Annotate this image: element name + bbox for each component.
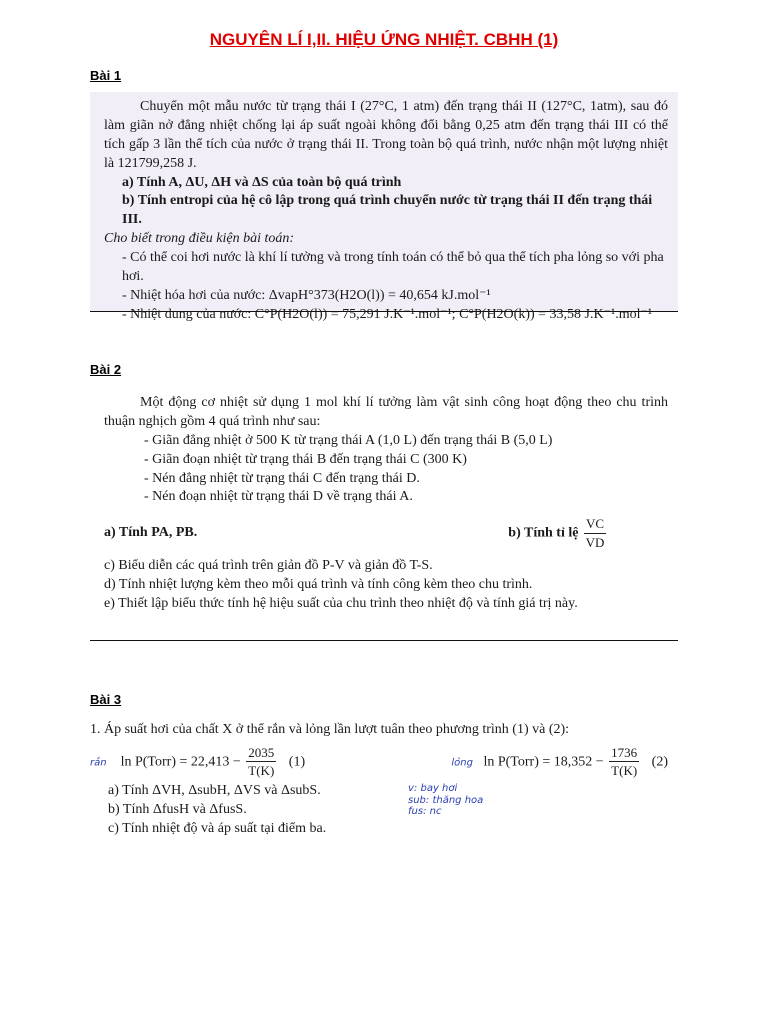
bai2-label: Bài 2 bbox=[90, 362, 122, 377]
bai1-question-a: a) Tính A, ΔU, ΔH và ΔS của toàn bộ quá trình bbox=[122, 174, 402, 190]
bai3-label: Bài 3 bbox=[90, 692, 122, 707]
handwritten-note-liquid: lỏng bbox=[451, 757, 473, 769]
handwritten-note-solid: rắn bbox=[90, 757, 107, 769]
eq1-num: 2035 bbox=[246, 744, 276, 763]
bai2-step-1: - Giãn đẳng nhiệt ở 500 K từ trạng thái A (1,0 L) đến trạng thái B (5,0 L) bbox=[144, 432, 553, 448]
note-vap: v: bay hơi bbox=[408, 783, 458, 794]
bai3-box bbox=[90, 715, 678, 875]
eq2-fraction bbox=[609, 744, 639, 780]
bai2-ratio-num: VC bbox=[584, 515, 606, 534]
bai2-question-e: e) Thiết lập biểu thức tính hệ hiệu suất của chu trình theo nhiệt độ và tính giá trị này. bbox=[104, 596, 578, 612]
bai1-given-3: - Nhiệt dung của nước: C°P(H2O(l)) = 75,291 J.K⁻¹.mol⁻¹; C°P(H2O(k)) = 33,58 J.K⁻¹.mol⁻¹ bbox=[122, 306, 653, 322]
bai2-question-a: a) Tính PA, PB. bbox=[104, 524, 198, 540]
eq1-left: ln P(Torr) = 22,413 − bbox=[120, 754, 241, 770]
bai2-ab-row bbox=[104, 515, 668, 551]
bai3-question-a: a) Tính ΔVH, ΔsubH, ΔVS và ΔsubS. bbox=[108, 782, 321, 798]
bai1-box bbox=[90, 92, 678, 322]
note-sub: sub: thăng hoa bbox=[408, 794, 484, 806]
note-fus: fus: nc bbox=[408, 806, 442, 817]
bai2-question-c: c) Biểu diễn các quá trình trên giản đồ P-V và giản đồ T-S. bbox=[104, 558, 433, 574]
eq2-tag: (2) bbox=[651, 754, 668, 770]
bai2-ratio-fraction bbox=[584, 515, 606, 551]
bai1-label: Bài 1 bbox=[90, 68, 122, 83]
bai3-question-b: b) Tính ΔfusH và ΔfusS. bbox=[108, 801, 247, 817]
bai2-step-2: - Giãn đoạn nhiệt từ trạng thái B đến trạng thái C (300 K) bbox=[144, 451, 467, 467]
eq2-den: T(K) bbox=[611, 763, 638, 779]
bai2-question-d: d) Tính nhiệt lượng kèm theo mỗi quá trình và tính công kèm theo chu trình. bbox=[104, 577, 533, 593]
bai2-question-b-text: b) Tính tỉ lệ bbox=[508, 525, 579, 541]
bai3-intro: 1. Áp suất hơi của chất X ở thể rắn và lỏng lần lượt tuân theo phương trình (1) và (2): bbox=[90, 722, 570, 737]
bai1-given-1: - Có thể coi hơi nước là khí lí tưởng và trong tính toán có thể bỏ qua thể tích pha lỏng so với pha hơi. bbox=[122, 250, 664, 285]
page-title: NGUYÊN LÍ I,II. HIỆU ỨNG NHIỆT. CBHH (1) bbox=[209, 30, 559, 49]
bai1-given-heading: Cho biết trong điều kiện bài toán: bbox=[104, 231, 295, 247]
eq1-fraction bbox=[246, 744, 276, 780]
bai1-question-b: b) Tính entropi của hệ cô lập trong quá trình chuyển nước từ trạng thái II đến trạng thái III. bbox=[122, 193, 653, 228]
bai3-equations bbox=[90, 744, 668, 780]
bai1-intro: Chuyển một mẫu nước từ trạng thái I (27°C, 1 atm) đến trạng thái II (127°C, 1atm), sau đó làm giãn nở đẳng nhiệt chống lại áp suất ngoài không đổi bằng 0,25 atm đến trạng thái III có thể tích gấp 3 lần thể tích của nước ở trạng thái II. Trong toàn bộ quá trình, nước nhận một lượng nhiệt là 121799,258 J. bbox=[104, 99, 668, 171]
bai2-box bbox=[90, 388, 678, 641]
bai2-step-3: - Nén đẳng nhiệt từ trạng thái C đến trạng thái D. bbox=[144, 470, 420, 486]
eq1-den: T(K) bbox=[248, 763, 275, 779]
handwritten-notes bbox=[408, 783, 483, 818]
bai2-ratio-den: VD bbox=[585, 534, 605, 550]
bai2-question-b bbox=[508, 515, 608, 551]
bai3-equation-2 bbox=[451, 744, 668, 780]
bai3-equation-1 bbox=[90, 744, 305, 780]
bai1-given-2: - Nhiệt hóa hơi của nước: ΔvapH°373(H2O(l)) = 40,654 kJ.mol⁻¹ bbox=[122, 287, 491, 303]
bai3-question-c: c) Tính nhiệt độ và áp suất tại điểm ba. bbox=[108, 820, 327, 836]
eq2-left: ln P(Torr) = 18,352 − bbox=[483, 754, 604, 770]
bai2-intro: Một động cơ nhiệt sử dụng 1 mol khí lí tưởng làm vật sinh công hoạt động theo chu trình thuận nghịch gồm 4 quá trình như sau: bbox=[104, 395, 668, 429]
bai2-step-4: - Nén đoạn nhiệt từ trạng thái D về trạng thái A. bbox=[144, 489, 413, 505]
eq1-tag: (1) bbox=[288, 754, 306, 770]
eq2-num: 1736 bbox=[609, 744, 639, 763]
